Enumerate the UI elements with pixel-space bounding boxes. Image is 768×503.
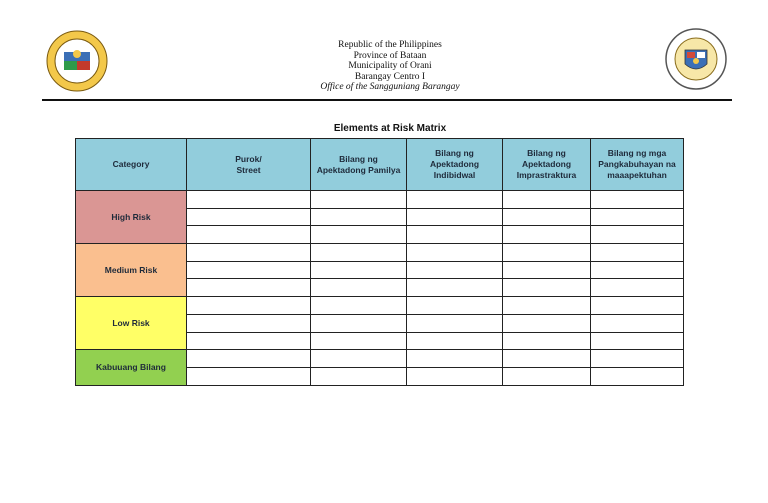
- table-cell: [503, 191, 591, 209]
- table-cell: [591, 297, 684, 315]
- table-cell: [503, 226, 591, 244]
- table-cell: [407, 367, 503, 385]
- header-line-municipality: Municipality of Orani: [348, 61, 432, 71]
- column-header-indibidwal: Bilang ng Apektadong Indibidwal: [407, 139, 503, 191]
- table-cell: [591, 332, 684, 350]
- table-cell: [591, 208, 684, 226]
- table-cell: [187, 279, 311, 297]
- table-cell: [187, 226, 311, 244]
- header-line-province: Province of Bataan: [353, 50, 427, 61]
- table-header-row: [76, 139, 684, 191]
- table-cell: [311, 367, 407, 385]
- matrix-title: Elements at Risk Matrix: [333, 123, 447, 134]
- table-cell: [503, 297, 591, 315]
- header-line-republic: Republic of the Philippines: [338, 40, 442, 50]
- column-header-purok: Purok/ Street: [187, 139, 311, 191]
- table-cell: [311, 244, 407, 262]
- table-cell: [407, 297, 503, 315]
- table-cell: [407, 279, 503, 297]
- category-high-risk: High Risk: [76, 191, 187, 244]
- table-cell: [407, 350, 503, 368]
- municipal-seal-logo: [665, 28, 727, 90]
- header-line-barangay: Barangay Centro I: [354, 71, 426, 82]
- table-cell: [407, 261, 503, 279]
- table-cell: [311, 332, 407, 350]
- table-cell: [503, 350, 591, 368]
- elements-at-risk-table: [75, 138, 684, 386]
- category-medium-risk: Medium Risk: [76, 244, 187, 297]
- table-cell: [503, 367, 591, 385]
- column-header-pamilya: Bilang ng Apektadong Pamilya: [311, 139, 407, 191]
- table-cell: [591, 244, 684, 262]
- table-cell: [311, 226, 407, 244]
- table-cell: [407, 314, 503, 332]
- table-cell: [503, 261, 591, 279]
- table-cell: [503, 279, 591, 297]
- table-cell: [591, 261, 684, 279]
- table-row: [76, 297, 684, 315]
- table-cell: [407, 332, 503, 350]
- table-cell: [591, 226, 684, 244]
- header-address-block: [250, 40, 530, 93]
- header-divider: [42, 99, 732, 101]
- table-cell: [187, 261, 311, 279]
- category-total: Kabuuang Bilang: [76, 350, 187, 385]
- table-cell: [311, 279, 407, 297]
- table-cell: [591, 191, 684, 209]
- table-cell: [503, 208, 591, 226]
- table-cell: [187, 297, 311, 315]
- column-header-category: Category: [76, 139, 187, 191]
- table-cell: [591, 314, 684, 332]
- table-cell: [187, 350, 311, 368]
- category-low-risk: Low Risk: [76, 297, 187, 350]
- table-cell: [503, 314, 591, 332]
- column-header-pangkabuhayan: Bilang ng mga Pangkabuhayan na maaapektuhan: [591, 139, 684, 191]
- table-cell: [407, 208, 503, 226]
- table-cell: [311, 297, 407, 315]
- table-cell: [187, 314, 311, 332]
- table-cell: [591, 367, 684, 385]
- table-cell: [187, 208, 311, 226]
- column-header-imprastraktura: Bilang ng Apektadong Imprastraktura: [503, 139, 591, 191]
- header-line-office: Office of the Sangguniang Barangay: [320, 82, 460, 92]
- table-cell: [407, 226, 503, 244]
- table-cell: [591, 350, 684, 368]
- table-cell: [503, 332, 591, 350]
- table-row: [76, 350, 684, 368]
- table-cell: [187, 244, 311, 262]
- table-cell: [311, 208, 407, 226]
- table-cell: [311, 350, 407, 368]
- table-cell: [311, 261, 407, 279]
- document-header: [0, 0, 768, 104]
- table-cell: [187, 191, 311, 209]
- table-row: [76, 191, 684, 209]
- table-cell: [311, 314, 407, 332]
- table-row: [76, 244, 684, 262]
- table-cell: [187, 332, 311, 350]
- table-cell: [187, 367, 311, 385]
- table-cell: [407, 244, 503, 262]
- table-body: [76, 191, 684, 386]
- table-cell: [503, 244, 591, 262]
- table-cell: [407, 191, 503, 209]
- barangay-seal-logo: [46, 30, 108, 92]
- table-cell: [591, 279, 684, 297]
- table-cell: [311, 191, 407, 209]
